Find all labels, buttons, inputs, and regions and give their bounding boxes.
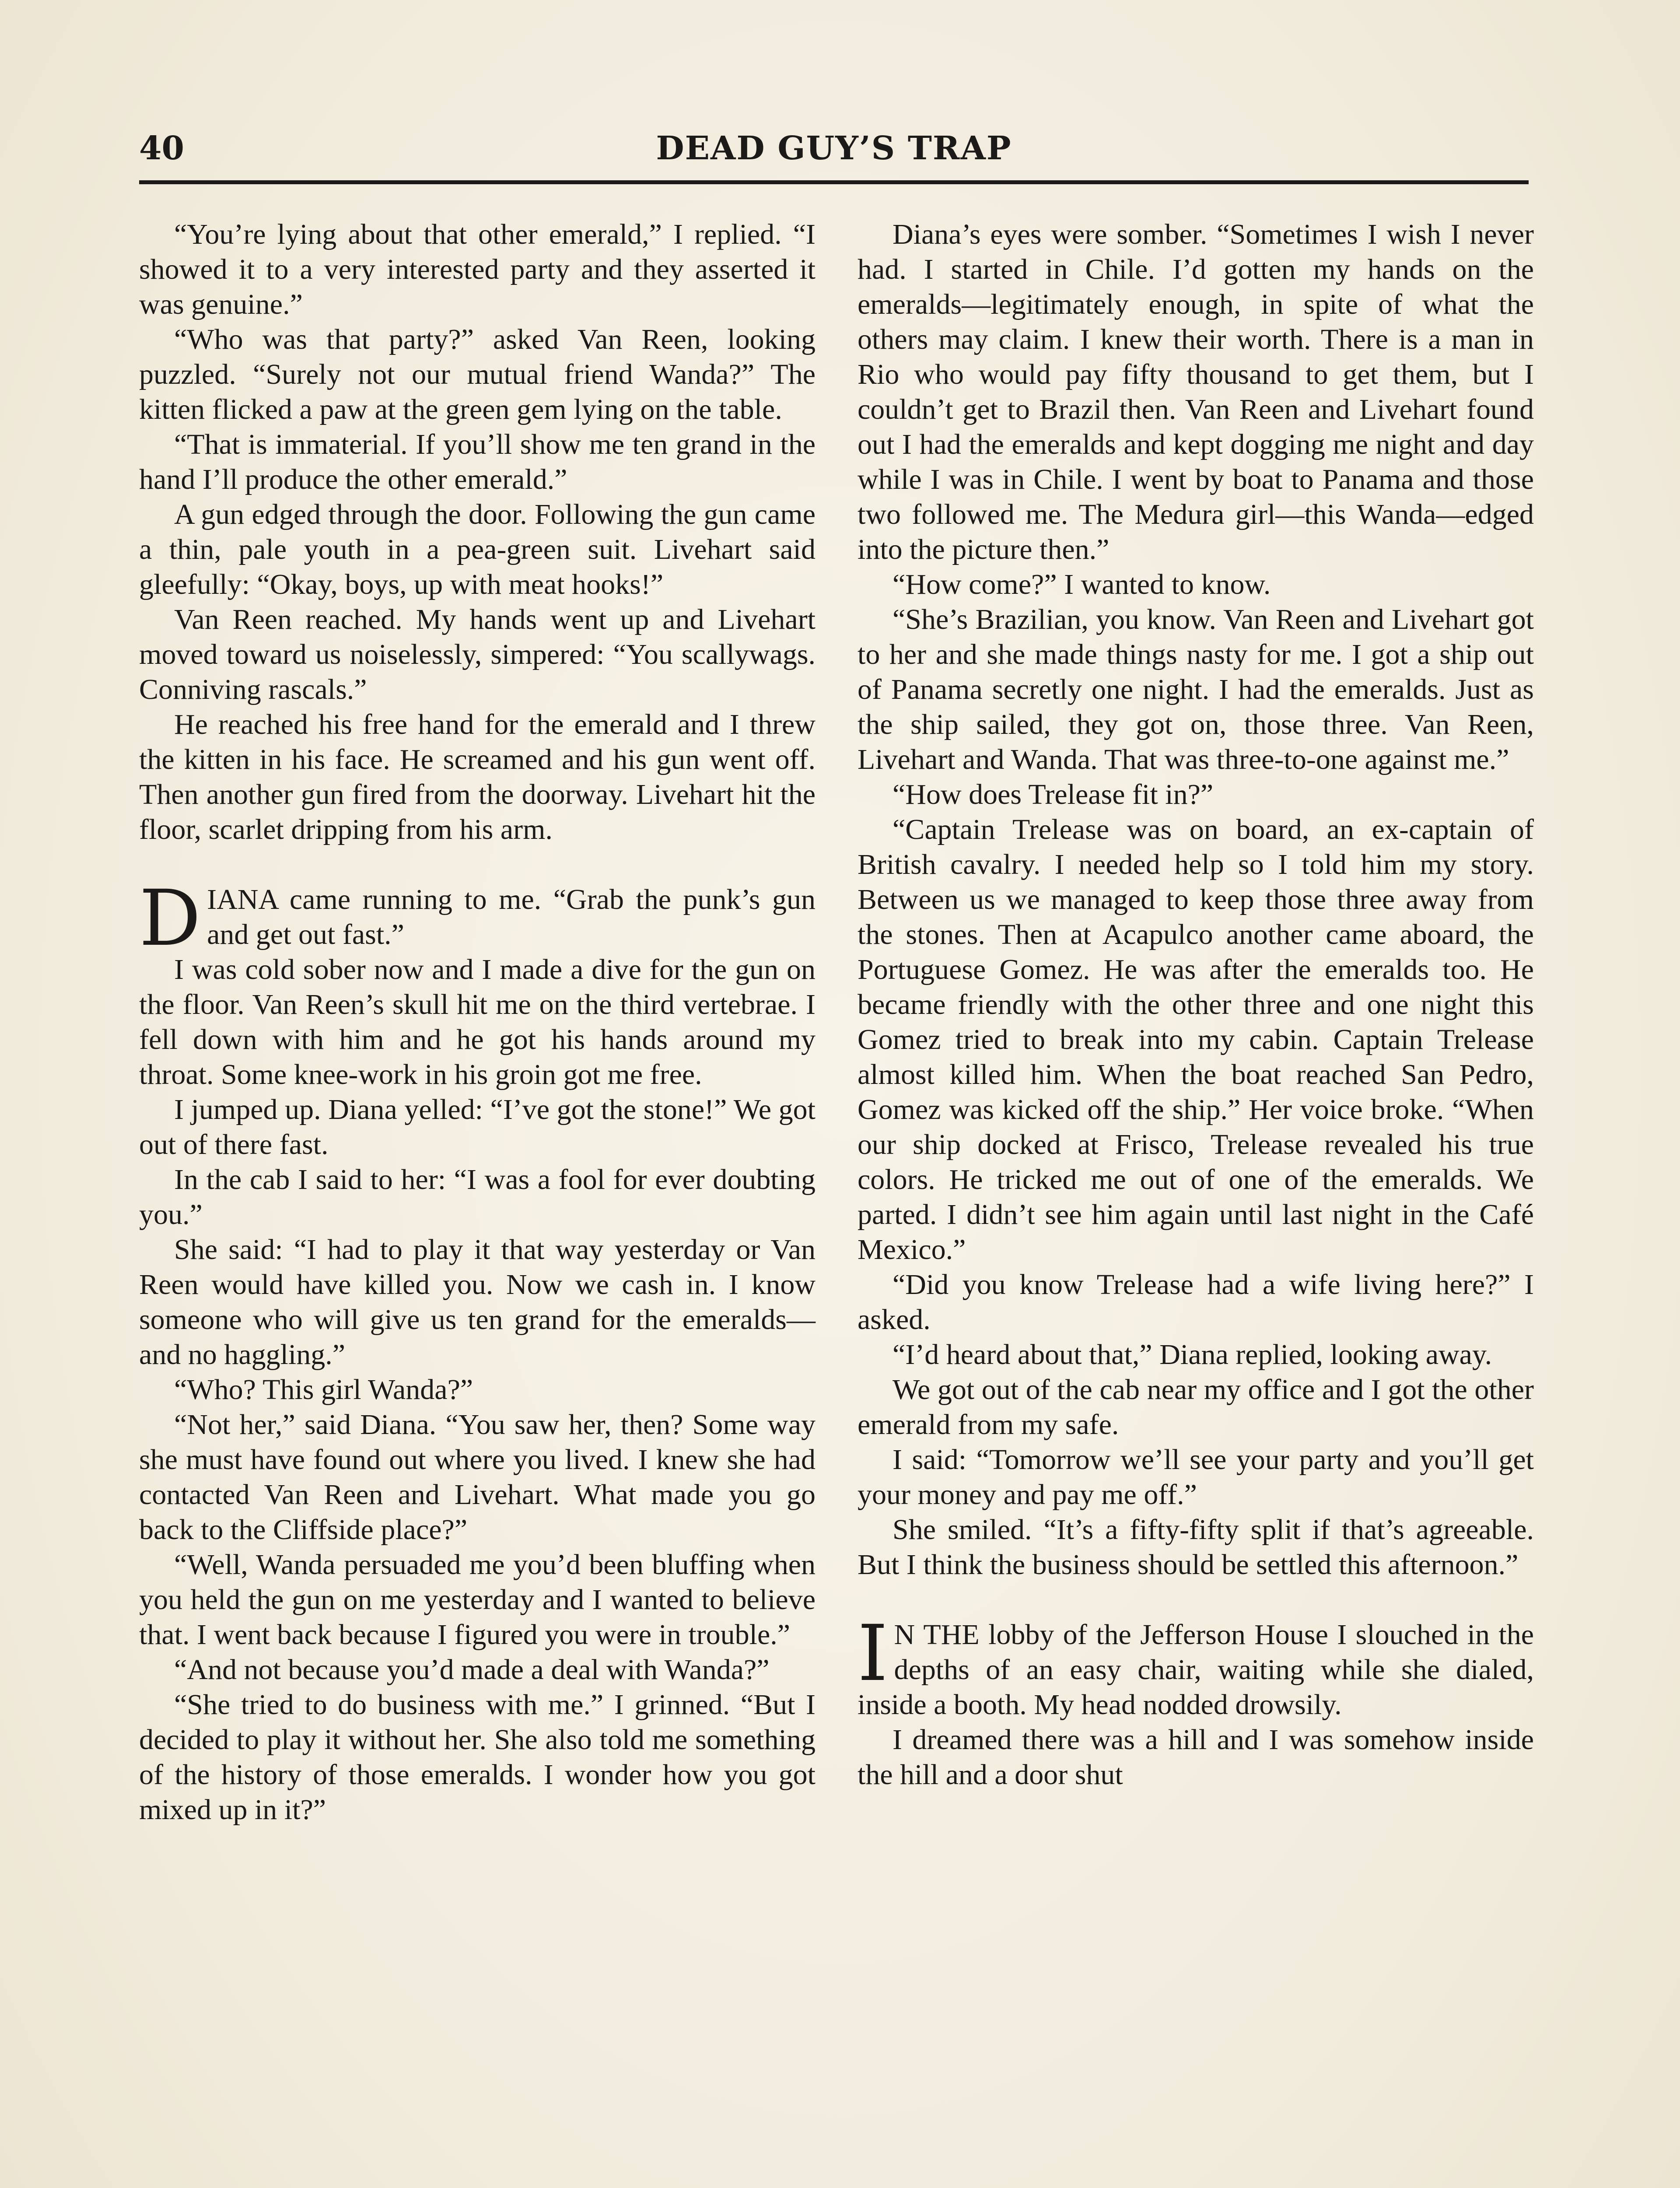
section-break: [139, 847, 816, 882]
section-break: [858, 1582, 1534, 1617]
paragraph: A gun edged through the door. Following the gun came a thin, pale youth in a pea-green suit. Livehart said gleefully: “Okay, boys, up with meat hooks!”: [139, 498, 816, 600]
paragraph: I was cold sober now and I made a dive for the gun on the floor. Van Reen’s skull hit me on the third vertebrae. I fell down with him and he got his hands around my throat. Some knee-work in his groin got me free.: [139, 954, 816, 1090]
paragraph: I said: “Tomorrow we’ll see your party and you’ll get your money and pay me off.”: [858, 1444, 1534, 1511]
paragraph: “You’re lying about that other emerald,” I replied. “I showed it to a very interested party and they asserted it was genuine.”: [139, 218, 816, 320]
running-title: DEAD GUY’S TRAP: [656, 130, 1012, 167]
drop-cap: I: [858, 1609, 888, 1698]
paragraph: I jumped up. Diana yelled: “I’ve got the stone!” We got out of there fast.: [139, 1094, 816, 1161]
paragraph: In the cab I said to her: “I was a fool for ever doubting you.”: [139, 1164, 816, 1231]
dropcap-text: IANA came running to me. “Grab the punk’s gun and get out fast.”: [207, 884, 816, 950]
paragraph: I dreamed there was a hill and I was somehow inside the hill and a door shut: [858, 1724, 1534, 1791]
paragraph: “Did you know Trelease had a wife living here?” I asked.: [858, 1269, 1534, 1336]
page-header: [139, 127, 1529, 179]
paragraph: “She’s Brazilian, you know. Van Reen and Livehart got to her and she made things nasty for me. I got a ship out of Panama secretly one night. I had the emeralds. Just as the ship sailed, they got on, those three. Van Reen, Livehart and Wanda. That was three-to-one against me.”: [858, 603, 1534, 775]
paragraph: We got out of the cab near my office and I got the other emerald from my safe.: [858, 1374, 1534, 1441]
paragraph: He reached his free hand for the emerald and I threw the kitten in his face. He screamed and his gun went off. Then another gun fired from the doorway. Livehart hit the floor, scarlet dripping from his arm.: [139, 708, 816, 845]
paragraph: “She tried to do business with me.” I grinned. “But I decided to play it without her. She also told me something of the history of those emeralds. I wonder how you got mixed up in it?”: [139, 1689, 816, 1826]
left-column: [139, 217, 816, 2188]
dropcap-text: N THE lobby of the Jefferson House I slouched in the depths of an easy chair, waiting while she dialed, inside a booth. My head nodded drowsily.: [858, 1619, 1534, 1721]
paragraph: “Captain Trelease was on board, an ex-captain of British cavalry. I needed help so I told him my story. Between us we managed to keep those three away from the stones. Then at Acapulco another came aboard, the Portuguese Gomez. He was after the emeralds too. He became friendly with the other three and one night this Gomez tried to break into my cabin. Captain Trelease almost killed him. When the boat reached San Pedro, Gomez was kicked off the ship.” Her voice broke. “When our ship docked at Frisco, Trelease revealed his true colors. He tricked me out of one of the emeralds. We parted. I didn’t see him again until last night in the Café Mexico.”: [858, 813, 1534, 1266]
paragraph: Diana’s eyes were somber. “Sometimes I wish I never had. I started in Chile. I’d gotten my hands on the emeralds—legitimately enough, in spite of what the others may claim. I knew their worth. There is a man in Rio who would pay fifty thousand to get them, but I couldn’t get to Brazil then. Van Reen and Livehart found out I had the emeralds and kept dogging me night and day while I was in Chile. I went by boat to Panama and those two followed me. The Medura girl—this Wanda—edged into the picture then.”: [858, 218, 1534, 565]
paragraph: She smiled. “It’s a fifty-fifty split if that’s agreeable. But I think the business should be settled this afternoon.”: [858, 1514, 1534, 1581]
paragraph: “That is immaterial. If you’ll show me ten grand in the hand I’ll produce the other emerald.”: [139, 428, 816, 495]
paragraph: “How come?” I wanted to know.: [892, 568, 1271, 600]
paragraph: “Who was that party?” asked Van Reen, looking puzzled. “Surely not our mutual friend Wanda?” The kitten flicked a paw at the green gem lying on the table.: [139, 323, 816, 425]
dropcap-paragraph: [139, 873, 816, 963]
paragraph: She said: “I had to play it that way yesterday or Van Reen would have killed you. Now we cash in. I know someone who will give us ten grand for the emeralds—and no haggling.”: [139, 1234, 816, 1371]
paragraph: Van Reen reached. My hands went up and Livehart moved toward us noiselessly, simpered: “You scallywags. Conniving rascals.”: [139, 603, 816, 705]
paragraph: “Not her,” said Diana. “You saw her, then? Some way she must have found out where you lived. I knew she had contacted Van Reen and Livehart. What made you go back to the Cliffside place?”: [139, 1409, 816, 1546]
right-column: [858, 217, 1534, 2188]
drop-cap: D: [139, 873, 201, 963]
dropcap-paragraph: [858, 1609, 1534, 1722]
paragraph: “Who? This girl Wanda?”: [174, 1374, 473, 1406]
header-rule: [139, 180, 1529, 184]
paragraph: “How does Trelease fit in?”: [892, 778, 1214, 810]
paragraph: “I’d heard about that,” Diana replied, looking away.: [892, 1339, 1492, 1371]
page-number: 40: [139, 130, 184, 167]
paragraph: “And not because you’d made a deal with Wanda?”: [174, 1654, 770, 1686]
paragraph: “Well, Wanda persuaded me you’d been bluffing when you held the gun on me yesterday and I wanted to believe that. I went back because I figured you were in trouble.”: [139, 1549, 816, 1651]
